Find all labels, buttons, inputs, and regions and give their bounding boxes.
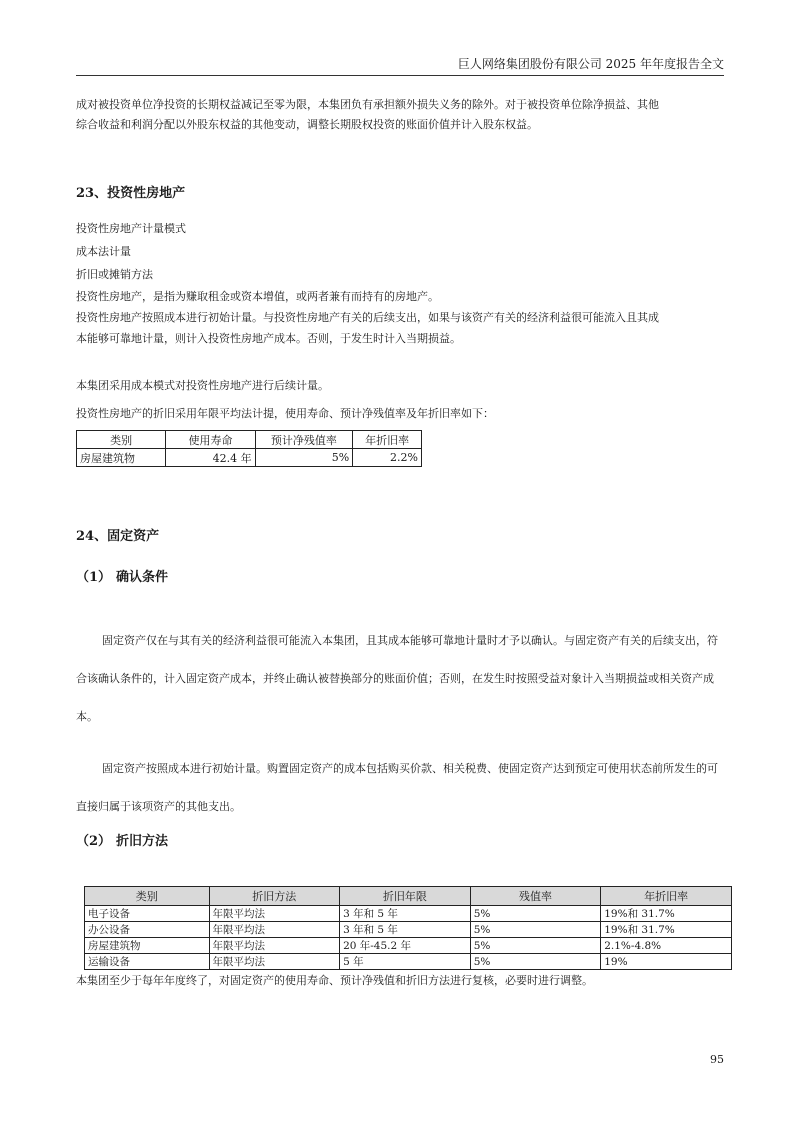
subsection-number: （2） — [76, 834, 112, 849]
table-cell: 5 年 — [340, 954, 471, 970]
table-row — [85, 938, 732, 954]
table-cell: 3 年和 5 年 — [340, 906, 471, 922]
table-header-cell: 使用寿命 — [166, 431, 255, 449]
table-header-cell: 类别 — [85, 887, 210, 906]
table-header-cell: 残值率 — [470, 887, 601, 906]
table-header-cell: 折旧方法 — [209, 887, 340, 906]
section-23-body-c — [76, 372, 726, 428]
table-header-cell: 预计净残值率 — [255, 431, 353, 449]
depreciation-table — [84, 886, 732, 970]
table-cell: 房屋建筑物 — [85, 938, 210, 954]
text-line: 投资性房地产计量模式 — [76, 222, 186, 235]
intro-paragraph — [76, 95, 726, 135]
table-cell: 年限平均法 — [209, 954, 340, 970]
text-line: 成本法计量 — [76, 245, 131, 258]
table-header-cell: 年折旧率 — [601, 887, 732, 906]
table-cell: 42.4 年 — [166, 449, 255, 467]
intro-line: 成对被投资单位净投资的长期权益减记至零为限，本集团负有承担额外损失义务的除外。对于被投资单位除净损益、其他 — [76, 98, 659, 111]
table-header-cell: 折旧年限 — [340, 887, 471, 906]
subsection-2-heading — [76, 830, 168, 849]
subsection-title: 确认条件 — [116, 570, 169, 585]
intro-line: 综合收益和利润分配以外股东权益的其他变动，调整长期股权投资的账面价值并计入股东权益。 — [76, 118, 538, 131]
text-line: 投资性房地产，是指为赚取租金或资本增值，或两者兼有而持有的房地产。 — [76, 290, 439, 303]
table-cell: 3 年和 5 年 — [340, 922, 471, 938]
header-title: 巨人网络集团股份有限公司 2025 年年度报告全文 — [457, 57, 724, 71]
table-header-cell: 年折旧率 — [353, 431, 422, 449]
table-cell: 5% — [255, 449, 353, 467]
measurement-paragraph — [76, 750, 726, 826]
table-cell: 5% — [470, 922, 601, 938]
section-23-title: 23、投资性房地产 — [76, 186, 186, 201]
text-line: 固定资产仅在与其有关的经济利益很可能流入本集团，且其成本能够可靠地计量时才予以确认。与固定资产有关的后 — [102, 634, 663, 647]
table-cell: 年限平均法 — [209, 906, 340, 922]
subsection-number: （1） — [76, 570, 112, 585]
table-cell: 19%和 31.7% — [601, 922, 732, 938]
text-line: 固定资产按照成本进行初始计量。购置固定资产的成本包括购买价款、相关税费、使固定资产达到预定可使用状态前 — [102, 762, 663, 775]
table-cell: 20 年-45.2 年 — [340, 938, 471, 954]
text-line: 本能够可靠地计量，则计入投资性房地产成本。否则，于发生时计入当期损益。 — [76, 332, 461, 345]
table-cell: 年限平均法 — [209, 922, 340, 938]
table-cell: 运输设备 — [85, 954, 210, 970]
text-line: 投资性房地产按照成本进行初始计量。与投资性房地产有关的后续支出，如果与该资产有关的经济利益很可能流入且其成 — [76, 311, 659, 324]
section-23-body-a — [76, 217, 726, 286]
text-line: 当期损益或相关资产成本。 — [76, 672, 714, 723]
table-cell: 5% — [470, 938, 601, 954]
table-row — [85, 954, 732, 970]
text-line: 投资性房地产的折旧采用年限平均法计提，使用寿命、预计净残值率及年折旧率如下： — [76, 407, 494, 420]
table-header-row — [77, 431, 422, 449]
table-cell: 5% — [470, 954, 601, 970]
table-cell: 办公设备 — [85, 922, 210, 938]
text-line: 续支出，符合该确认条件的，计入固定资产成本，并终止确认被替换部分的账面价值；否则，在发生时按照受益对象计入 — [76, 634, 718, 685]
page-number: 95 — [710, 1053, 724, 1066]
subsection-1-heading — [76, 566, 168, 585]
table-cell: 2.2% — [353, 449, 422, 467]
table-row — [85, 922, 732, 938]
table-cell: 年限平均法 — [209, 938, 340, 954]
table-row — [77, 449, 422, 467]
subsection-title: 折旧方法 — [116, 834, 169, 849]
table-cell: 19%和 31.7% — [601, 906, 732, 922]
table-header-cell: 类别 — [77, 431, 166, 449]
section-23-body-b — [76, 286, 726, 349]
review-note: 本集团至少于每年年度终了，对固定资产的使用寿命、预计净残值和折旧方法进行复核，必要时进行调整。 — [76, 974, 593, 987]
table-cell: 电子设备 — [85, 906, 210, 922]
recognition-paragraph — [76, 622, 726, 736]
table-cell: 2.1%-4.8% — [601, 938, 732, 954]
table-row — [85, 906, 732, 922]
table-cell: 5% — [470, 906, 601, 922]
text-line: 所发生的可直接归属于该项资产的其他支出。 — [76, 762, 718, 813]
page-header — [76, 55, 724, 76]
text-line: 折旧或摊销方法 — [76, 268, 153, 281]
table-cell: 房屋建筑物 — [77, 449, 166, 467]
section-24-title: 24、固定资产 — [76, 529, 160, 544]
table-header-row — [85, 887, 732, 906]
table-cell: 19% — [601, 954, 732, 970]
investment-property-table — [76, 430, 422, 467]
text-line: 本集团采用成本模式对投资性房地产进行后续计量。 — [76, 379, 329, 392]
